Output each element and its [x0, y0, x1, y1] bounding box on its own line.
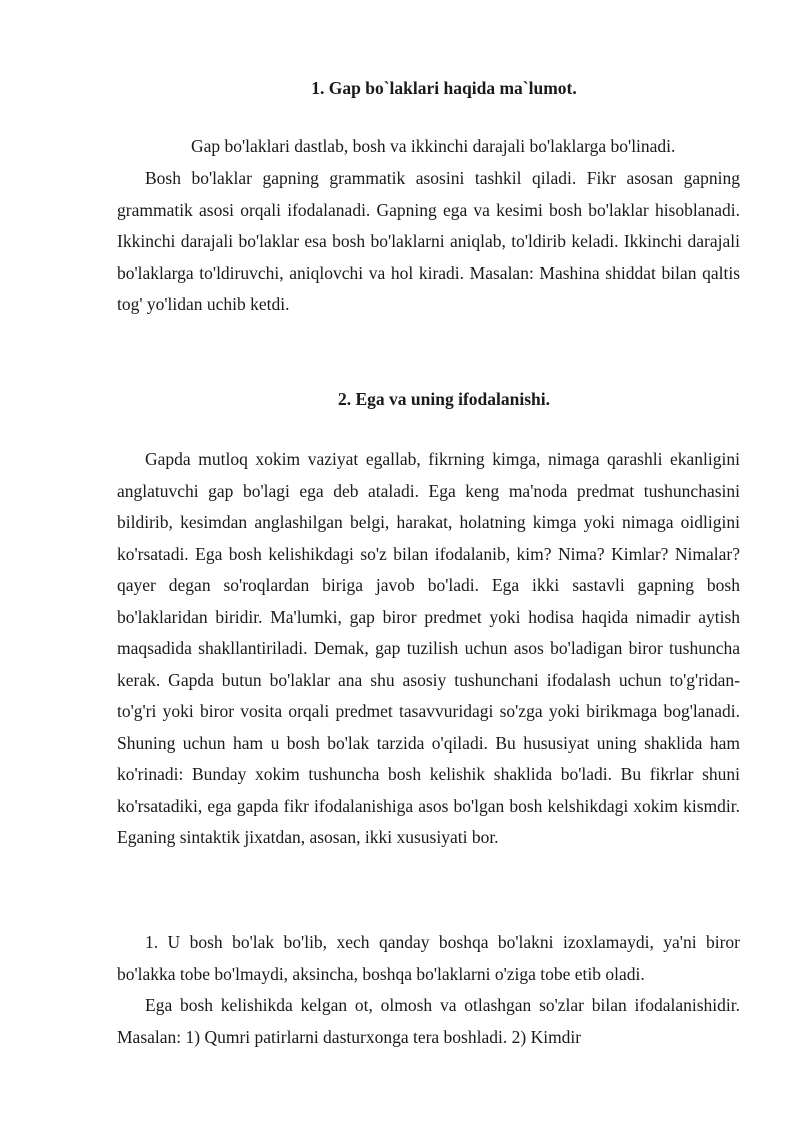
body-paragraph-3: 1. U bosh bo'lak bo'lib, xech qanday boshqa bo'lakni izoxlamaydi, ya'ni biror bo'lakka tobe bo'lmaydi, aksincha, boshqa bo'laklarni o'ziga tobe etib oladi. — [117, 932, 740, 984]
section-heading-1: 1. Gap bo`laklari haqida ma`lumot. — [311, 78, 577, 98]
body-paragraph-2: Gapda mutloq xokim vaziyat egallab, fikrning kimga, nimaga qarashli ekanligini anglatuvchi gap bo'lagi ega deb ataladi. Ega keng ma'noda predmat tushunchasini bildirib, kesimdan anglashilgan belgi, harakat, holatning kimga yoki nimaga oidligini ko'rsatadi. Ega bosh kelishikdagi so'z bilan ifodalanib, kim? Nima? Kimlar? Nimalar? qayer degan so'roqlardan biriga javob bo'ladi. Ega ikki sastavli gapning bosh bo'laklaridan biridir. Ma'lumki, gap biror predmet yoki hodisa haqida nimadir aytish maqsadida shakllantiriladi. Demak, gap tuzilish uchun asos bo'ladigan biror tushuncha kerak. Gapda butun bo'laklar ana shu asosiy tushunchani ifodalash uchun to'g'ridan-to'g'ri yoki biror vosita orqali predmet tasavvuridagi so'zga yoki birikmaga bog'lanadi. Shuning uchun ham u bosh bo'lak tarzida o'qiladi. Bu hususiyat uning shaklida ham ko'rinadi: Bunday xokim tushuncha bosh kelishik shaklida bo'ladi. Bu fikrlar shuni ko'rsatadiki, ega gapda fikr ifodalanishiga asos bo'lgan bosh kelshikdagi xokim kismdir. Eganing sintaktik jixatdan, asosan, ikki xususiyati bor. — [117, 449, 740, 847]
body-paragraph-1: Bosh bo'laklar gapning grammatik asosini tashkil qiladi. Fikr asosan gapning grammatik asosi orqali ifodalanadi. Gapning ega va kesimi bosh bo'laklar hisoblanadi. Ikkinchi darajali bo'laklar esa bosh bo'laklarni aniqlab, to'ldirib keladi. Ikkinchi darajali bo'laklarga to'ldiruvchi, aniqlovchi va hol kiradi. Masalan: Mashina shiddat bilan qaltis tog' yo'lidan uchib ketdi. — [117, 168, 740, 314]
body-paragraph-4: Ega bosh kelishikda kelgan ot, olmosh va otlashgan so'zlar bilan ifodalanishidir. Masalan: 1) Qumri patirlarni dasturxonga tera boshladi. 2) Kimdir — [117, 995, 740, 1047]
section-heading-2: 2. Ega va uning ifodalanishi. — [337, 389, 551, 409]
intro-paragraph: Gap bo'laklari dastlab, bosh va ikkinchi darajali bo'laklarga bo'linadi. — [191, 136, 676, 156]
